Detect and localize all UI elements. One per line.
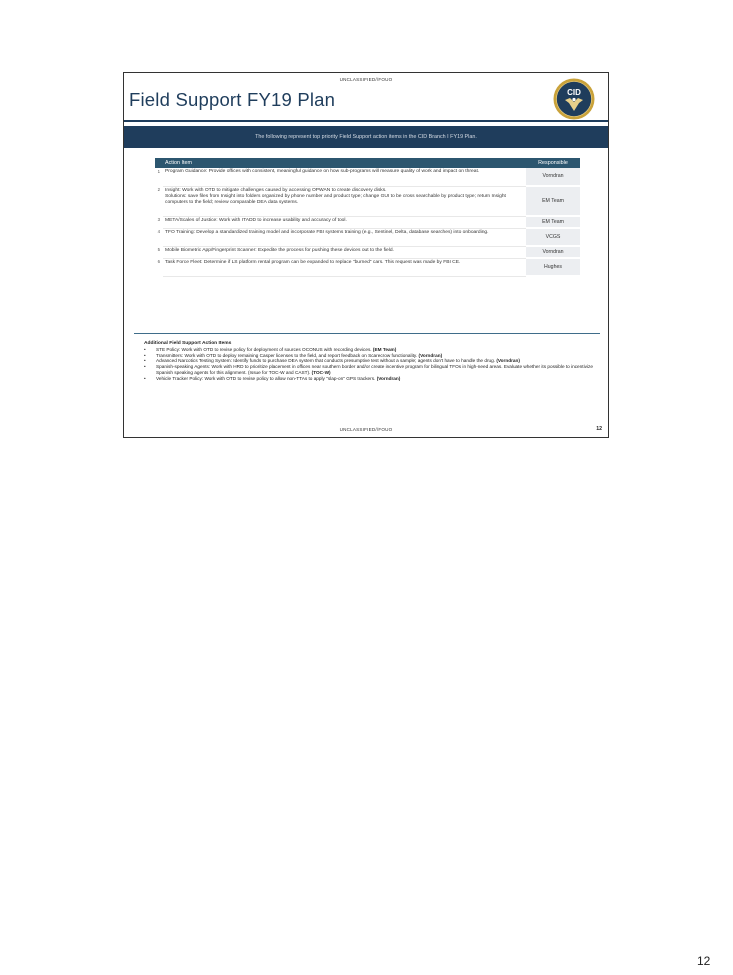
title-rule — [124, 120, 608, 122]
banner — [124, 126, 608, 148]
item-owner: (EM Team) — [372, 346, 397, 352]
list-item — [156, 376, 604, 382]
table-header-responsible: Responsible — [526, 158, 580, 168]
row-action-item: TFO Training: Develop a standardized training model and incorporate FBI systems training (e.g., Sentinel, Delta, database searches) into onboarding. — [163, 228, 526, 246]
row-responsible: VCGS — [526, 228, 580, 246]
table-row — [155, 186, 580, 216]
item-text: Spanish-speaking Agents: Work with HRD to prioritize placement in offices near southern border and/or create incentive program for bilingual TFOs in high-need areas. Evaluate whether its possible to incentivize Spanish speaking agents for this alignment. (Issue for TOC-W and CAST). — [156, 364, 593, 375]
banner-text: The following represent top priority Field Support action items in the CID Branch I FY19 Plan. — [255, 134, 477, 140]
additional-items-title: Additional Field Support Action Items — [144, 341, 232, 346]
item-owner: (Vorndran) — [418, 352, 443, 358]
item-text: Advanced Narcotics Testing System: Identify funds to purchase DEA system that conducts presumptive test without a sample; agents don't have to handle the drug. — [156, 358, 497, 364]
slide — [123, 72, 609, 438]
row-number: 4 — [155, 228, 163, 246]
table-header-row — [155, 158, 580, 168]
classification-top: UNCLASSIFIED//FOUO — [339, 77, 393, 82]
row-number: 6 — [155, 258, 163, 276]
slide-title: Field Support FY19 Plan — [129, 89, 336, 110]
cid-seal-icon — [553, 78, 595, 120]
row-action-item: Insight: Work with OTD to mitigate challenges caused by accessing OPWAN to create discovery disks. Solutions: save files from Insight into folders organized by phone number and product type; change GUI to be cross searchable by product type; return Insight computers to the field; review comparable DEA data systems. — [163, 186, 526, 216]
row-number: 2 — [155, 186, 163, 216]
row-responsible: Hughes — [526, 258, 580, 276]
row-responsible: Vorndran — [526, 168, 580, 186]
row-number: 1 — [155, 168, 163, 186]
table-row — [155, 258, 580, 276]
row-responsible: Vorndran — [526, 246, 580, 258]
table-row — [155, 246, 580, 258]
row-number: 3 — [155, 216, 163, 228]
seal-text: CID — [567, 88, 581, 97]
classification-bottom: UNCLASSIFIED//FOUO — [339, 427, 393, 432]
item-text: STE Policy: Work with OTD to revise policy for deployment of sources OCONUS with recording devices. — [156, 346, 373, 352]
table-row — [155, 168, 580, 186]
additional-items-section — [144, 341, 604, 382]
action-items-table — [155, 158, 580, 277]
table-row — [155, 216, 580, 228]
item-text: Transmitters: Work with OTD to deploy remaining Casper licenses to the field, and report feedback on Scarecrow functionality. — [156, 352, 419, 358]
additional-items-list — [144, 347, 604, 382]
row-action-item: Program Guidance: Provide offices with consistent, meaningful guidance on how sub-programs will measure quality of work and impact on threat. — [163, 168, 526, 186]
item-owner: (Vorndran) — [376, 375, 401, 381]
row-action-item: META/Scales of Justice: Work with ITADD to increase usability and accuracy of tool. — [163, 216, 526, 228]
table-row — [155, 228, 580, 246]
row-responsible: EM Team — [526, 186, 580, 216]
row-responsible: EM Team — [526, 216, 580, 228]
page-number: 12 — [697, 954, 711, 968]
slide-number: 12 — [596, 426, 602, 432]
table-header-item: Action Item — [163, 158, 526, 168]
row-action-item: Task Force Fleet: Determine if LS platform rental program can be expanded to replace "burned" cars. This request was made by FBI CE. — [163, 258, 526, 276]
table-header-number — [155, 158, 163, 168]
item-owner: (TOC-W) — [311, 369, 331, 375]
list-item — [156, 364, 604, 376]
row-action-item: Mobile Biometric App/Fingerprint Scanner: Expedite the process for pushing these devices out to the field. — [163, 246, 526, 258]
item-owner: (Vorndran) — [496, 358, 520, 364]
row-number: 5 — [155, 246, 163, 258]
item-text: Vehicle Tracker Policy: Work with OTD to revise policy to allow non-TTAs to apply "slap-on" GPS trackers. — [156, 375, 377, 381]
section-divider — [134, 333, 600, 334]
